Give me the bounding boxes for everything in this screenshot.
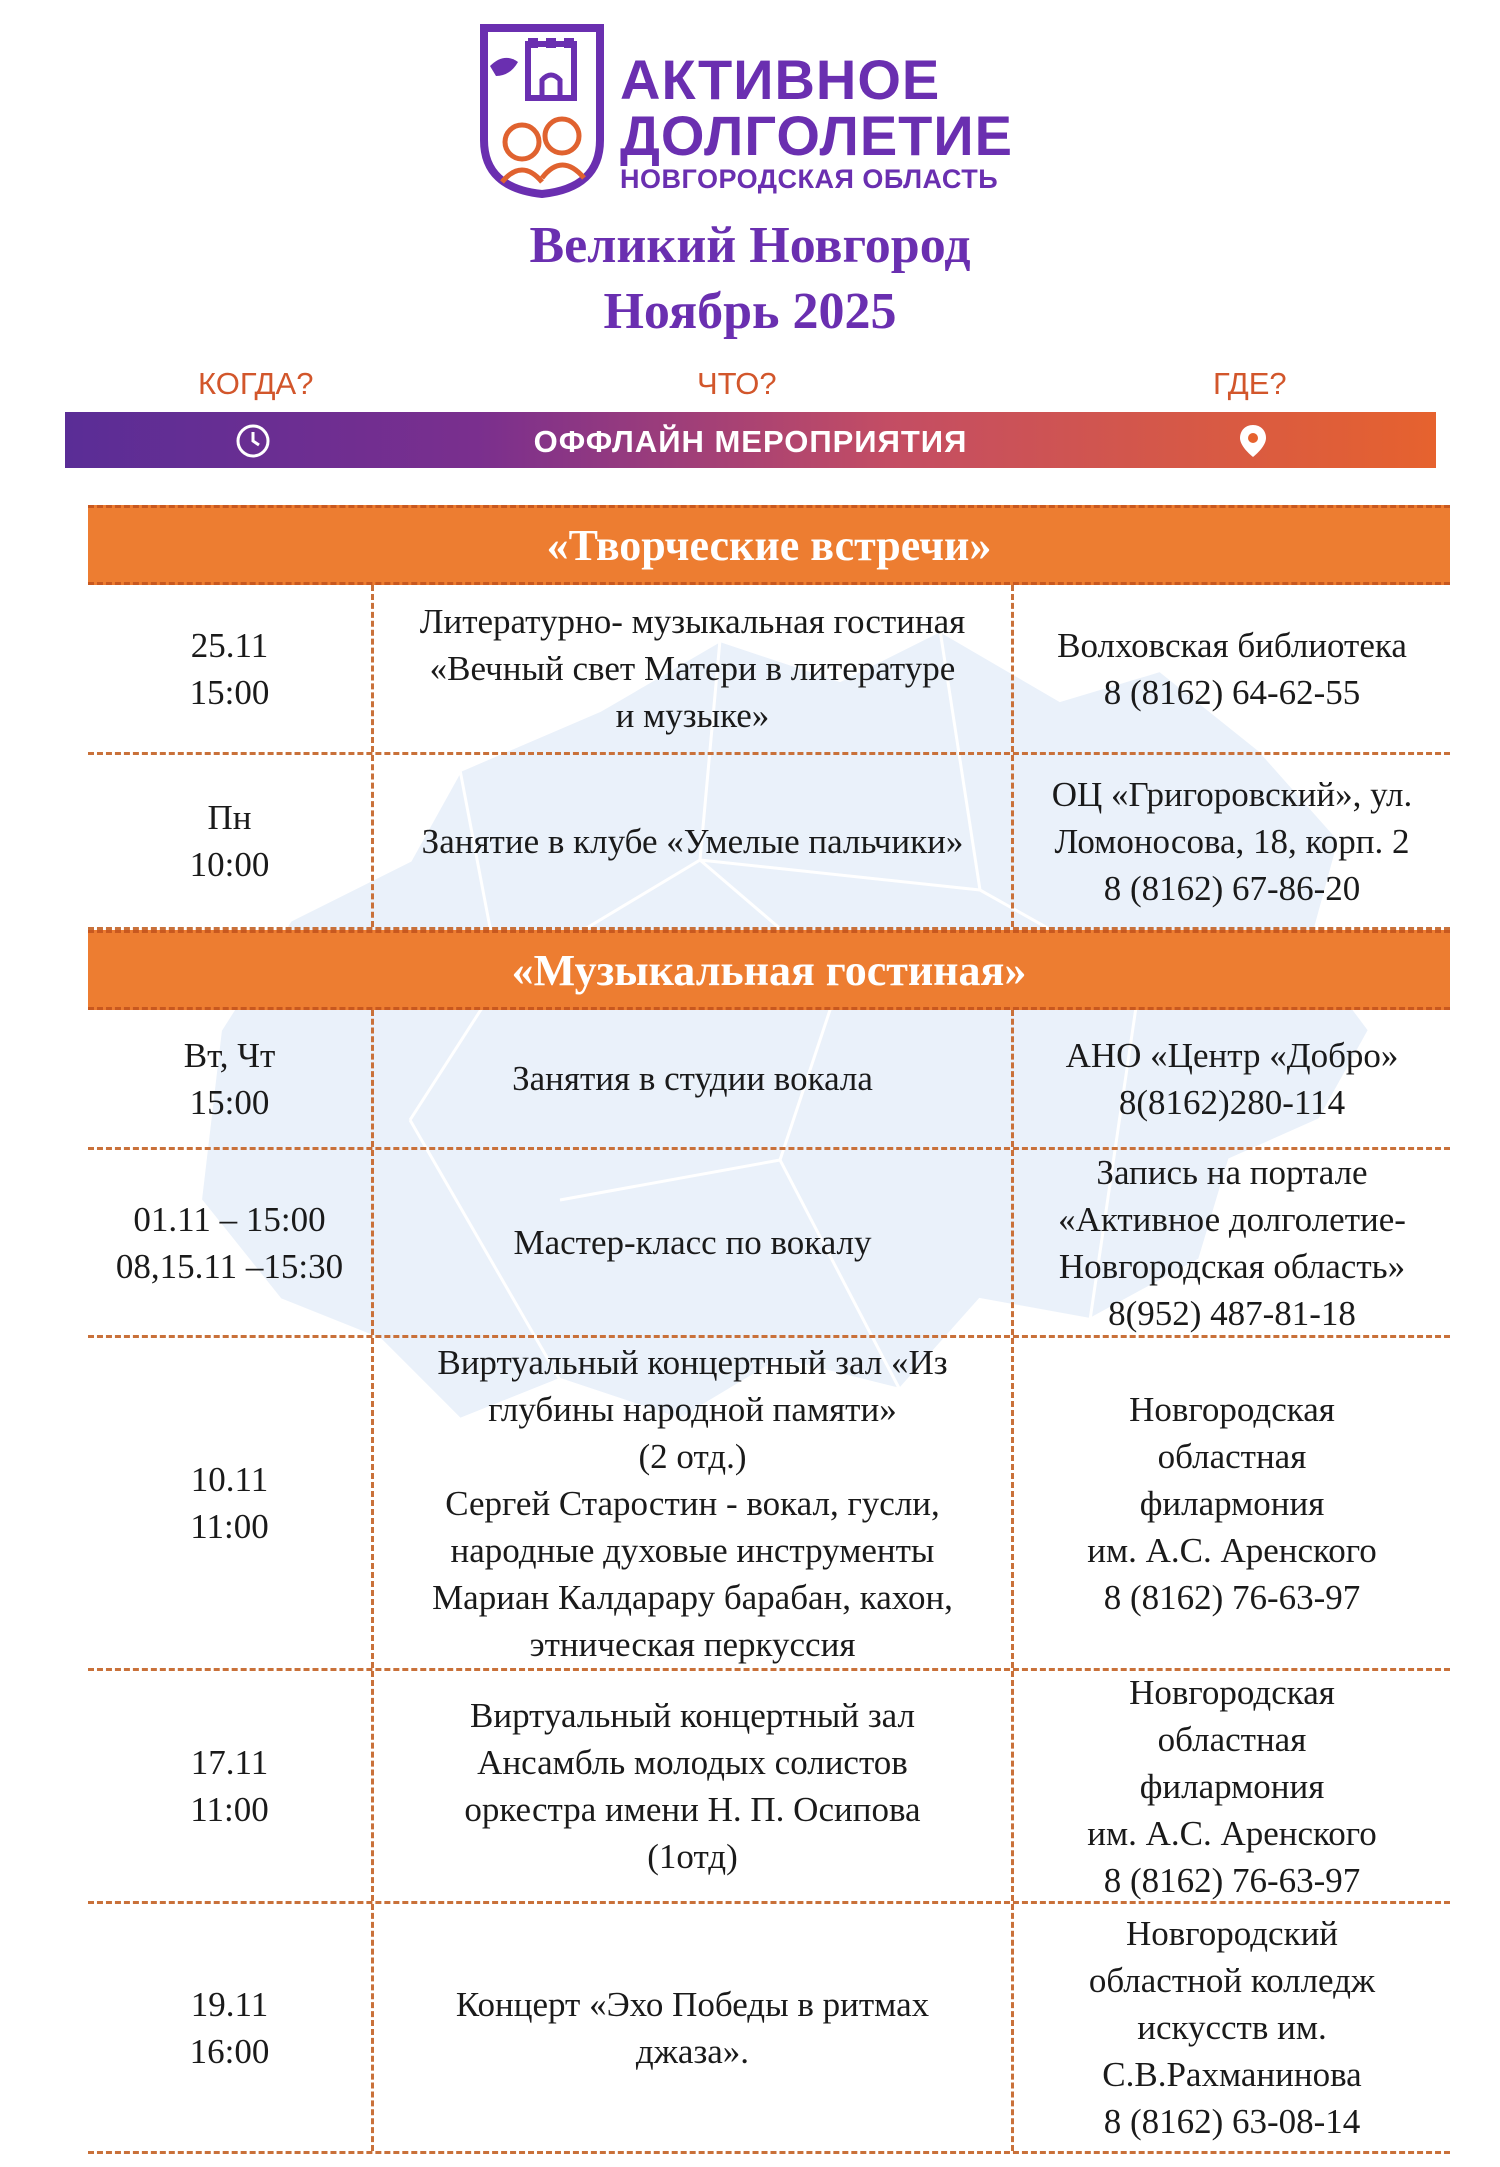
when-line: 15:00 bbox=[189, 1082, 270, 1122]
where-line: Волховская библиотека bbox=[1057, 625, 1407, 665]
where-line: ОЦ «Григоровский», ул. bbox=[1051, 774, 1413, 814]
section-title-creative-meetings: «Творческие встречи» bbox=[88, 505, 1450, 585]
event-where bbox=[1014, 755, 1450, 927]
logo-subtitle: НОВГОРОДСКАЯ ОБЛАСТЬ bbox=[620, 164, 999, 194]
logo-title-line1: АКТИВНОЕ bbox=[620, 48, 941, 111]
event-where bbox=[1014, 585, 1450, 752]
table-row bbox=[88, 585, 1450, 755]
event-when bbox=[88, 1671, 374, 1901]
what-line: Мастер-класс по вокалу bbox=[513, 1223, 872, 1262]
table-row bbox=[88, 755, 1450, 930]
when-line: 15:00 bbox=[189, 672, 270, 712]
when-line: 08,15.11 –15:30 bbox=[115, 1246, 344, 1286]
table-row bbox=[88, 1150, 1450, 1338]
event-what bbox=[374, 755, 1014, 927]
event-where bbox=[1014, 1150, 1450, 1335]
where-line: областная bbox=[1157, 1436, 1307, 1476]
what-line: Занятие в клубе «Умелые пальчики» bbox=[421, 821, 964, 861]
city-title: Великий Новгород bbox=[529, 217, 971, 274]
when-label: КОГДА? bbox=[198, 366, 314, 401]
event-where bbox=[1014, 1904, 1450, 2151]
what-line: Литературно- музыкальная гостиная bbox=[419, 602, 966, 641]
where-line: филармония bbox=[1139, 1766, 1325, 1806]
event-what bbox=[374, 1150, 1014, 1335]
offline-events-band bbox=[65, 412, 1436, 468]
event-when bbox=[88, 1150, 374, 1335]
what-line: Виртуальный концертный зал «Из bbox=[437, 1342, 948, 1382]
what-line: народные духовые инструменты bbox=[450, 1530, 935, 1570]
when-line: 11:00 bbox=[190, 1790, 269, 1829]
when-line: 01.11 – 15:00 bbox=[133, 1199, 326, 1239]
where-line: искусств им. bbox=[1137, 2008, 1327, 2047]
event-where bbox=[1014, 1010, 1450, 1147]
where-line: Новгородская область» bbox=[1058, 1246, 1406, 1286]
where-line: 8 (8162) 64-62-55 bbox=[1103, 672, 1361, 712]
logo-title-line2: ДОЛГОЛЕТИЕ bbox=[620, 104, 1013, 167]
what-line: Сергей Старостин - вокал, гусли, bbox=[445, 1483, 940, 1523]
where-line: Запись на портале bbox=[1096, 1152, 1368, 1192]
what-line: Мариан Калдарару барабан, кахон, bbox=[432, 1577, 953, 1617]
event-what bbox=[374, 1904, 1014, 2151]
when-line: 10:00 bbox=[189, 845, 270, 884]
when-line: 10.11 bbox=[190, 1460, 269, 1499]
event-when bbox=[88, 1338, 374, 1668]
where-line: Новгородский bbox=[1125, 1914, 1339, 1953]
event-what bbox=[374, 1010, 1014, 1147]
event-when bbox=[88, 1010, 374, 1147]
what-line: оркестра имени Н. П. Осипова bbox=[464, 1790, 921, 1829]
table-row bbox=[88, 1010, 1450, 1150]
where-line: С.В.Рахманинова bbox=[1102, 2055, 1362, 2094]
where-line: областная bbox=[1157, 1719, 1307, 1759]
logo-emblem-icon bbox=[478, 22, 606, 198]
event-where bbox=[1014, 1338, 1450, 1668]
what-label: ЧТО? bbox=[697, 366, 777, 401]
what-line: джаза». bbox=[635, 2031, 750, 2071]
where-line: 8 (8162) 67-86-20 bbox=[1103, 868, 1361, 908]
where-line: Новгородская bbox=[1129, 1672, 1335, 1712]
what-line: Концерт «Эхо Победы в ритмах bbox=[455, 1984, 930, 2024]
what-line: (2 отд.) bbox=[638, 1436, 747, 1476]
where-line: «Активное долголетие- bbox=[1058, 1199, 1406, 1239]
when-line: 11:00 bbox=[190, 1507, 269, 1546]
event-what bbox=[374, 1671, 1014, 1901]
what-line: «Вечный свет Матери в литературе bbox=[429, 649, 956, 688]
when-line: 16:00 bbox=[189, 2031, 270, 2071]
where-line: 8 (8162) 76-63-97 bbox=[1103, 1577, 1361, 1617]
where-line: Новгородская bbox=[1129, 1389, 1335, 1429]
where-line: им. А.С. Аренского bbox=[1087, 1530, 1377, 1570]
event-where bbox=[1014, 1671, 1450, 1901]
where-label: ГДЕ? bbox=[1213, 366, 1287, 401]
event-when bbox=[88, 755, 374, 927]
what-line: Ансамбль молодых солистов bbox=[477, 1743, 908, 1782]
what-line: глубины народной памяти» bbox=[488, 1389, 897, 1429]
where-line: им. А.С. Аренского bbox=[1087, 1813, 1377, 1853]
section-title-music-lounge: «Музыкальная гостиная» bbox=[88, 930, 1450, 1010]
where-line: АНО «Центр «Добро» bbox=[1065, 1035, 1399, 1075]
location-pin-icon bbox=[1235, 423, 1271, 459]
what-line: Виртуальный концертный зал bbox=[470, 1696, 915, 1735]
where-line: Ломоносова, 18, корп. 2 bbox=[1054, 821, 1410, 861]
schedule-table bbox=[88, 505, 1450, 2154]
where-line: 8(952) 487-81-18 bbox=[1108, 1293, 1356, 1333]
what-line: и музыке» bbox=[615, 696, 770, 735]
what-line: (1отд) bbox=[647, 1837, 738, 1876]
event-what bbox=[374, 1338, 1014, 1668]
when-line: 17.11 bbox=[190, 1743, 269, 1782]
when-line: Пн bbox=[207, 798, 252, 837]
when-line: Вт, Чт bbox=[183, 1035, 276, 1075]
where-line: 8(8162)280-114 bbox=[1118, 1082, 1346, 1122]
where-line: филармония bbox=[1139, 1483, 1325, 1523]
where-line: 8 (8162) 63-08-14 bbox=[1103, 2102, 1361, 2141]
event-when bbox=[88, 585, 374, 752]
month-title: Ноябрь 2025 bbox=[603, 283, 897, 340]
what-line: Занятия в студии вокала bbox=[512, 1059, 873, 1098]
table-row bbox=[88, 1904, 1450, 2154]
event-what bbox=[374, 585, 1014, 752]
where-line: 8 (8162) 76-63-97 bbox=[1103, 1860, 1361, 1900]
table-row bbox=[88, 1338, 1450, 1671]
where-line: областной колледж bbox=[1088, 1961, 1376, 2000]
table-row bbox=[88, 1671, 1450, 1904]
what-line: этническая перкуссия bbox=[529, 1624, 856, 1664]
when-line: 25.11 bbox=[190, 625, 269, 665]
band-title: ОФФЛАЙН МЕРОПРИЯТИЯ bbox=[533, 424, 968, 459]
event-when bbox=[88, 1904, 374, 2151]
when-line: 19.11 bbox=[190, 1984, 269, 2024]
logo bbox=[478, 22, 1038, 198]
